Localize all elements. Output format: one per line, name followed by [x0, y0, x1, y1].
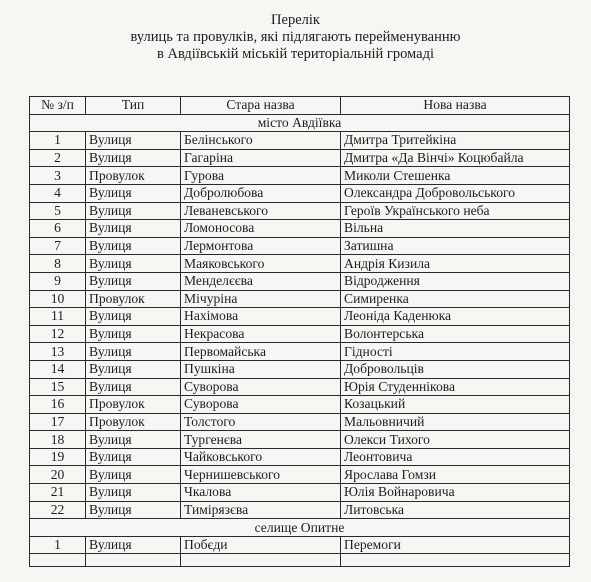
empty-row — [30, 554, 570, 567]
empty-cell — [30, 554, 86, 567]
col-old-name-header: Стара назва — [181, 97, 341, 115]
table-row — [30, 255, 570, 273]
row-old-name: Суворова — [181, 396, 341, 414]
table-row — [30, 448, 570, 466]
row-type: Вулиця — [86, 378, 181, 396]
row-number: 5 — [30, 202, 86, 220]
section-row — [30, 519, 570, 537]
row-number: 10 — [30, 290, 86, 308]
renaming-table — [29, 96, 570, 567]
row-new-name: Леонтовича — [341, 448, 570, 466]
table-row — [30, 431, 570, 449]
row-number: 9 — [30, 272, 86, 290]
row-old-name: Ломоносова — [181, 220, 341, 238]
row-new-name: Затишна — [341, 237, 570, 255]
row-old-name: Тургенєва — [181, 431, 341, 449]
row-new-name: Литовська — [341, 501, 570, 519]
row-number: 17 — [30, 413, 86, 431]
row-old-name: Пушкіна — [181, 360, 341, 378]
row-number: 7 — [30, 237, 86, 255]
table-row — [30, 413, 570, 431]
table-row — [30, 501, 570, 519]
row-type: Вулиця — [86, 360, 181, 378]
row-old-name: Нахімова — [181, 308, 341, 326]
empty-cell — [181, 554, 341, 567]
table-row — [30, 272, 570, 290]
row-type: Вулиця — [86, 202, 181, 220]
table-row — [30, 149, 570, 167]
row-old-name: Толстого — [181, 413, 341, 431]
table-row — [30, 167, 570, 185]
table-row — [30, 396, 570, 414]
col-new-name-header: Нова назва — [341, 97, 570, 115]
row-number: 3 — [30, 167, 86, 185]
row-type: Вулиця — [86, 255, 181, 273]
table-row — [30, 484, 570, 502]
row-number: 4 — [30, 184, 86, 202]
row-old-name: Гурова — [181, 167, 341, 185]
row-old-name: Некрасова — [181, 325, 341, 343]
row-number: 20 — [30, 466, 86, 484]
row-number: 16 — [30, 396, 86, 414]
row-number: 6 — [30, 220, 86, 238]
row-old-name: Суворова — [181, 378, 341, 396]
doc-subtitle-line-2: в Авдіївській міській територіальній громаді — [157, 46, 434, 62]
row-new-name: Відродження — [341, 272, 570, 290]
row-type: Вулиця — [86, 536, 181, 554]
row-type: Вулиця — [86, 431, 181, 449]
row-old-name: Тимірязєва — [181, 501, 341, 519]
row-old-name: Первомайська — [181, 343, 341, 361]
row-old-name: Чернишевського — [181, 466, 341, 484]
row-type: Вулиця — [86, 308, 181, 326]
row-type: Вулиця — [86, 220, 181, 238]
table-row — [30, 536, 570, 554]
row-new-name: Героїв Українського неба — [341, 202, 570, 220]
row-new-name: Дмитра Тритейкіна — [341, 132, 570, 150]
row-old-name: Менделєєва — [181, 272, 341, 290]
row-number: 1 — [30, 536, 86, 554]
row-type: Вулиця — [86, 501, 181, 519]
row-type: Вулиця — [86, 466, 181, 484]
table-row — [30, 360, 570, 378]
row-number: 18 — [30, 431, 86, 449]
row-number: 22 — [30, 501, 86, 519]
document-header — [0, 12, 591, 63]
row-new-name: Юрія Студеннікова — [341, 378, 570, 396]
row-new-name: Гідності — [341, 343, 570, 361]
empty-cell — [86, 554, 181, 567]
row-type: Вулиця — [86, 132, 181, 150]
row-new-name: Дмитра «Да Вінчі» Коцюбайла — [341, 149, 570, 167]
row-number: 13 — [30, 343, 86, 361]
table-row — [30, 378, 570, 396]
row-number: 8 — [30, 255, 86, 273]
row-number: 19 — [30, 448, 86, 466]
row-old-name: Побєди — [181, 536, 341, 554]
row-type: Вулиця — [86, 343, 181, 361]
row-type: Вулиця — [86, 272, 181, 290]
row-type: Провулок — [86, 413, 181, 431]
table-row — [30, 308, 570, 326]
row-old-name: Гагаріна — [181, 149, 341, 167]
row-number: 11 — [30, 308, 86, 326]
table-row — [30, 237, 570, 255]
row-old-name: Мічуріна — [181, 290, 341, 308]
row-type: Вулиця — [86, 237, 181, 255]
table-row — [30, 290, 570, 308]
row-type: Провулок — [86, 167, 181, 185]
col-type-header: Тип — [86, 97, 181, 115]
section-title: місто Авдіївка — [30, 114, 570, 132]
doc-subtitle-line-1: вулиць та провулків, які підлягають перейменуванню — [130, 29, 461, 45]
row-type: Вулиця — [86, 184, 181, 202]
row-new-name: Миколи Стешенка — [341, 167, 570, 185]
row-type: Вулиця — [86, 448, 181, 466]
row-old-name: Чайковського — [181, 448, 341, 466]
row-type: Провулок — [86, 290, 181, 308]
row-number: 14 — [30, 360, 86, 378]
row-old-name: Чкалова — [181, 484, 341, 502]
row-new-name: Андрія Кизила — [341, 255, 570, 273]
table-row — [30, 132, 570, 150]
row-type: Вулиця — [86, 325, 181, 343]
doc-title: Перелік — [271, 12, 320, 28]
row-new-name: Волонтерська — [341, 325, 570, 343]
table-row — [30, 220, 570, 238]
row-new-name: Добровольців — [341, 360, 570, 378]
col-number-header: № з/п — [30, 97, 86, 115]
empty-cell — [341, 554, 570, 567]
row-number: 2 — [30, 149, 86, 167]
row-new-name: Ярослава Гомзи — [341, 466, 570, 484]
row-new-name: Мальовничий — [341, 413, 570, 431]
row-number: 15 — [30, 378, 86, 396]
row-number: 12 — [30, 325, 86, 343]
row-new-name: Вільна — [341, 220, 570, 238]
row-new-name: Перемоги — [341, 536, 570, 554]
row-number: 21 — [30, 484, 86, 502]
table-header-row — [30, 97, 570, 115]
row-old-name: Маяковського — [181, 255, 341, 273]
table-row — [30, 343, 570, 361]
row-type: Вулиця — [86, 484, 181, 502]
section-title: селище Опитне — [30, 519, 570, 537]
row-number: 1 — [30, 132, 86, 150]
row-new-name: Юлія Войнаровича — [341, 484, 570, 502]
row-new-name: Козацький — [341, 396, 570, 414]
row-type: Провулок — [86, 396, 181, 414]
table-row — [30, 466, 570, 484]
row-old-name: Лермонтова — [181, 237, 341, 255]
row-old-name: Белінського — [181, 132, 341, 150]
table-row — [30, 325, 570, 343]
row-new-name: Олександра Добровольського — [341, 184, 570, 202]
table-row — [30, 202, 570, 220]
row-new-name: Симиренка — [341, 290, 570, 308]
row-new-name: Леоніда Каденюка — [341, 308, 570, 326]
section-row — [30, 114, 570, 132]
row-old-name: Добролюбова — [181, 184, 341, 202]
table-row — [30, 184, 570, 202]
row-old-name: Леваневського — [181, 202, 341, 220]
row-new-name: Олекси Тихого — [341, 431, 570, 449]
row-type: Вулиця — [86, 149, 181, 167]
